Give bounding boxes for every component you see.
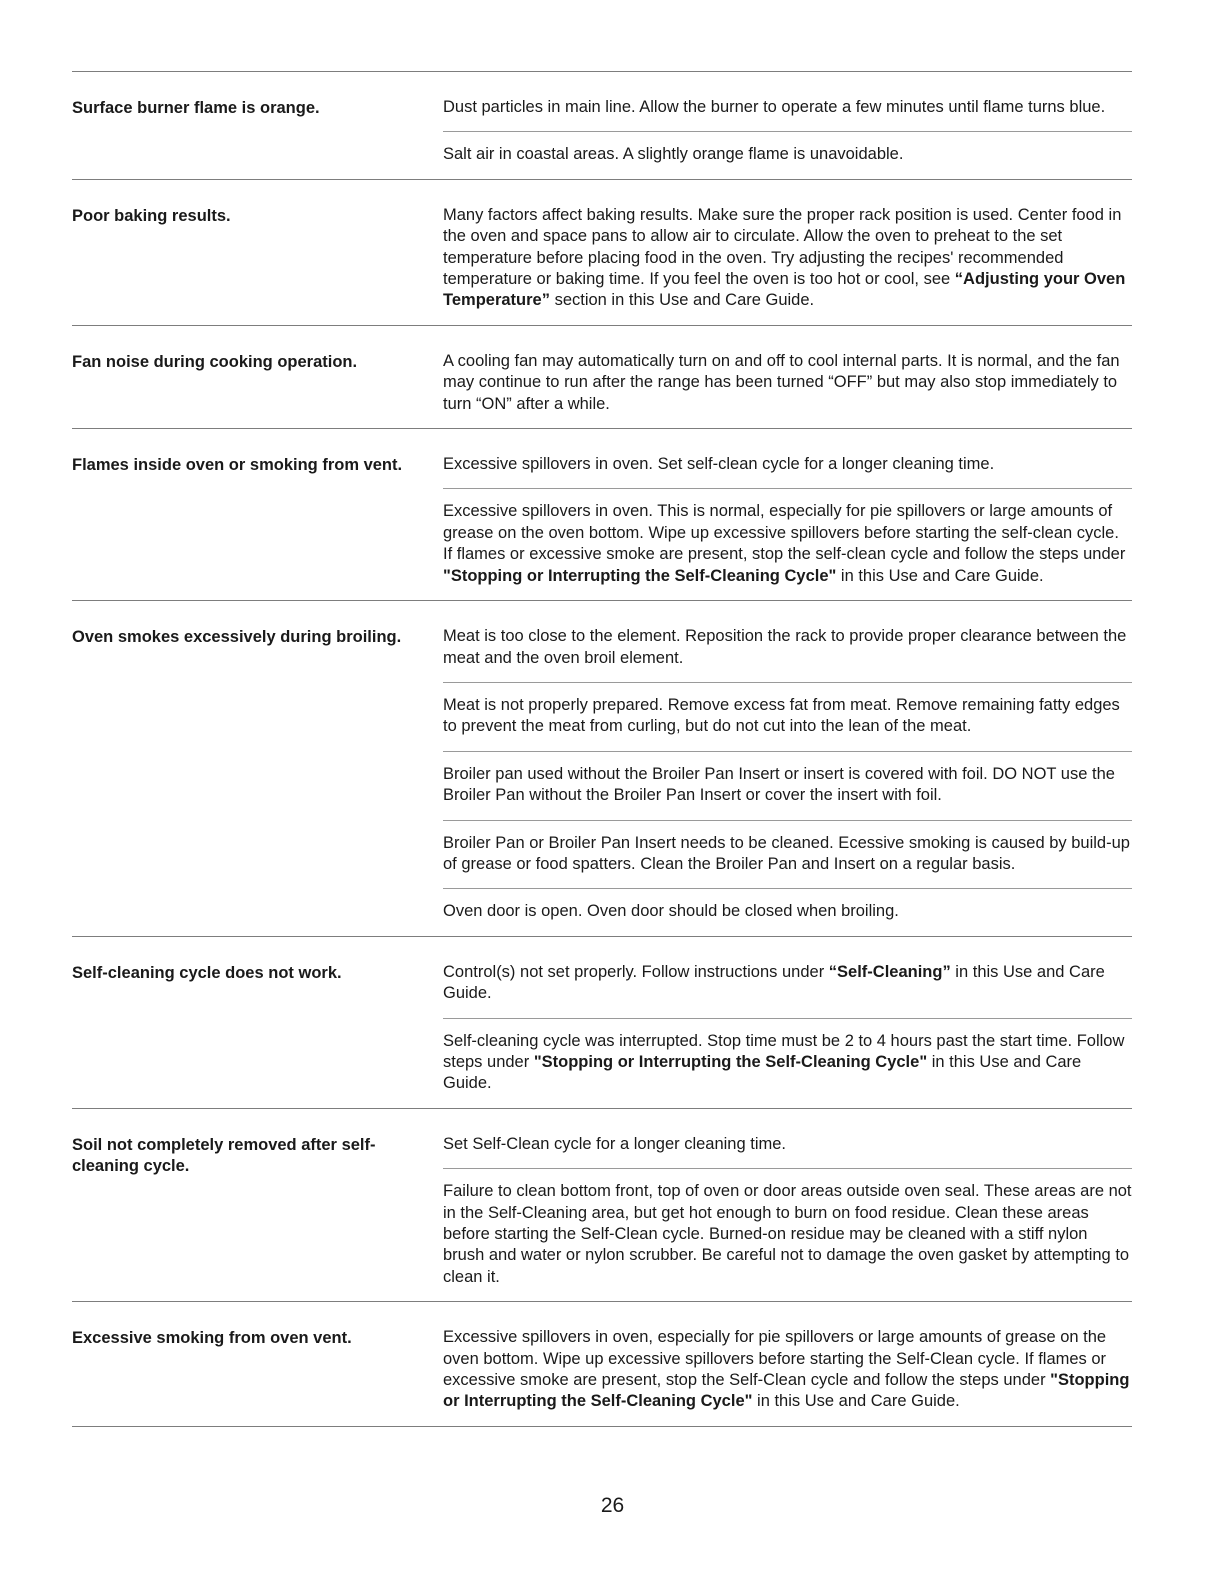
problem-label: Poor baking results. [72, 206, 231, 225]
cause-item [443, 751, 1132, 820]
cause-item [443, 180, 1132, 325]
cause-text: Many factors affect baking results. Make sure the proper rack position is used. Center food in the oven and space pans to allow air to circulate. Allow the oven to preheat to the set temperature before placing food in the oven. Try adjusting the recipes' recommended temperature or baking time. If you feel the oven is too hot or cool, see [443, 205, 1122, 289]
cause-text: Broiler Pan or Broiler Pan Insert needs to be cleaned. Ecessive smoking is caused by build-up of grease or food spatters. Clean the Broiler Pan and Insert on a regular basis. [443, 833, 1130, 873]
problem-label: Fan noise during cooking operation. [72, 352, 358, 371]
cause-text: Oven door is open. Oven door should be closed when broiling. [443, 902, 899, 921]
cause-item [443, 888, 1132, 935]
causes-cell [443, 601, 1132, 936]
causes-cell [443, 326, 1132, 428]
cause-item [443, 820, 1132, 889]
table-row [72, 428, 1132, 600]
cause-item [443, 937, 1132, 1018]
cause-text: Set Self-Clean cycle for a longer cleaning time. [443, 1134, 787, 1153]
table-row [72, 1108, 1132, 1301]
cause-text: in this Use and Care Guide. [443, 962, 1105, 1003]
cause-text: section in this Use and Care Guide. [549, 291, 815, 310]
section-reference: "Stopping or Interrupting the Self-Cleaning Cycle" [533, 1052, 928, 1071]
cause-text: Excessive spillovers in oven. Set self-clean cycle for a longer cleaning time. [443, 455, 995, 474]
cause-text: Self-cleaning cycle was interrupted. Stop time must be 2 to 4 hours past the start time. Follow steps under [443, 1031, 1125, 1071]
table-row [72, 600, 1132, 936]
cause-text: Control(s) not set properly. Follow instructions under [443, 962, 829, 981]
cause-text: Dust particles in main line. Allow the burner to operate a few minutes until flame turns blue. [443, 98, 1106, 116]
cause-item [443, 1109, 1132, 1168]
cause-item [443, 601, 1132, 682]
causes-cell [443, 180, 1132, 325]
section-reference: “Self-Cleaning” [828, 962, 951, 981]
cause-item [443, 326, 1132, 428]
table-row [72, 936, 1132, 1108]
cause-text: Meat is not properly prepared. Remove excess fat from meat. Remove remaining fatty edges to prevent the meat from curling, but do not cut into the lean of the meat. [443, 695, 1120, 736]
problem-label: Self-cleaning cycle does not work. [72, 963, 342, 982]
cause-text: A cooling fan may automatically turn on and off to cool internal parts. It is normal, and the fan may continue to run after the range has been turned “OFF” but may also stop immediately to turn “ON” after a while. [443, 351, 1120, 413]
cause-text: in this Use and Care Guide. [443, 1052, 1082, 1093]
cause-item [443, 1018, 1132, 1108]
cause-text: Excessive spillovers in oven. This is normal, especially for pie spillovers or large amounts of grease on the oven bottom. Wipe up excessive spillovers before starting the self-clean cycle. If flames or excessive smoke are present, stop the self-clean cycle and follow the steps under [443, 502, 1126, 564]
cause-text: Broiler pan used without the Broiler Pan Insert or insert is covered with foil. DO NOT use the Broiler Pan without the Broiler Pan Insert or cover the insert with foil. [443, 764, 1115, 805]
causes-cell [443, 937, 1132, 1108]
cause-text: in this Use and Care Guide. [836, 566, 1044, 585]
problem-label: Flames inside oven or smoking from vent. [72, 456, 403, 475]
table-row [72, 325, 1132, 428]
cause-item [443, 131, 1132, 178]
cause-item [443, 72, 1132, 131]
page-number: 26 [600, 1494, 625, 1517]
section-reference: “Adjusting your Oven Temperature” [443, 270, 1126, 310]
causes-cell [443, 1109, 1132, 1301]
cause-item [443, 488, 1132, 600]
cause-text: in this Use and Care Guide. [752, 1392, 960, 1411]
cause-item [443, 1302, 1132, 1426]
causes-cell [443, 429, 1132, 600]
cause-text: Excessive spillovers in oven, especially for pie spillovers or large amounts of grease on the oven bottom. Wipe up excessive spillovers before starting the Self-Clean cycle. If flames or excessive smoke are present, stop the Self-Clean cycle and follow the steps under [443, 1328, 1107, 1390]
problem-label: Surface burner flame is orange. [72, 99, 320, 117]
problem-label: Soil not completely removed after self-cleaning cycle. [72, 1135, 376, 1175]
cause-item [443, 1168, 1132, 1301]
cause-item [443, 429, 1132, 488]
table-row [72, 1301, 1132, 1427]
problem-label: Oven smokes excessively during broiling. [72, 628, 402, 647]
problem-label: Excessive smoking from oven vent. [72, 1329, 352, 1348]
table-row [72, 179, 1132, 325]
cause-text: Meat is too close to the element. Reposition the rack to provide proper clearance between the meat and the oven broil element. [443, 627, 1127, 667]
cause-item [443, 682, 1132, 751]
causes-cell [443, 72, 1132, 179]
section-reference: "Stopping or Interrupting the Self-Cleaning Cycle" [443, 1371, 1130, 1411]
cause-text: Salt air in coastal areas. A slightly orange flame is unavoidable. [443, 145, 904, 164]
troubleshooting-table [72, 71, 1132, 1427]
causes-cell [443, 1302, 1132, 1426]
cause-text: Failure to clean bottom front, top of oven or door areas outside oven seal. These areas are not in the Self-Cleaning area, but get hot enough to burn on food residue. Clean these areas before starting the Self-Clean cycle. Burned-on residue may be cleaned with a stiff nylon brush and water or nylon scrubber. Be careful not to damage the oven gasket by attempting to clean it. [443, 1182, 1132, 1286]
table-row [72, 71, 1132, 179]
section-reference: "Stopping or Interrupting the Self-Cleaning Cycle" [443, 566, 837, 585]
